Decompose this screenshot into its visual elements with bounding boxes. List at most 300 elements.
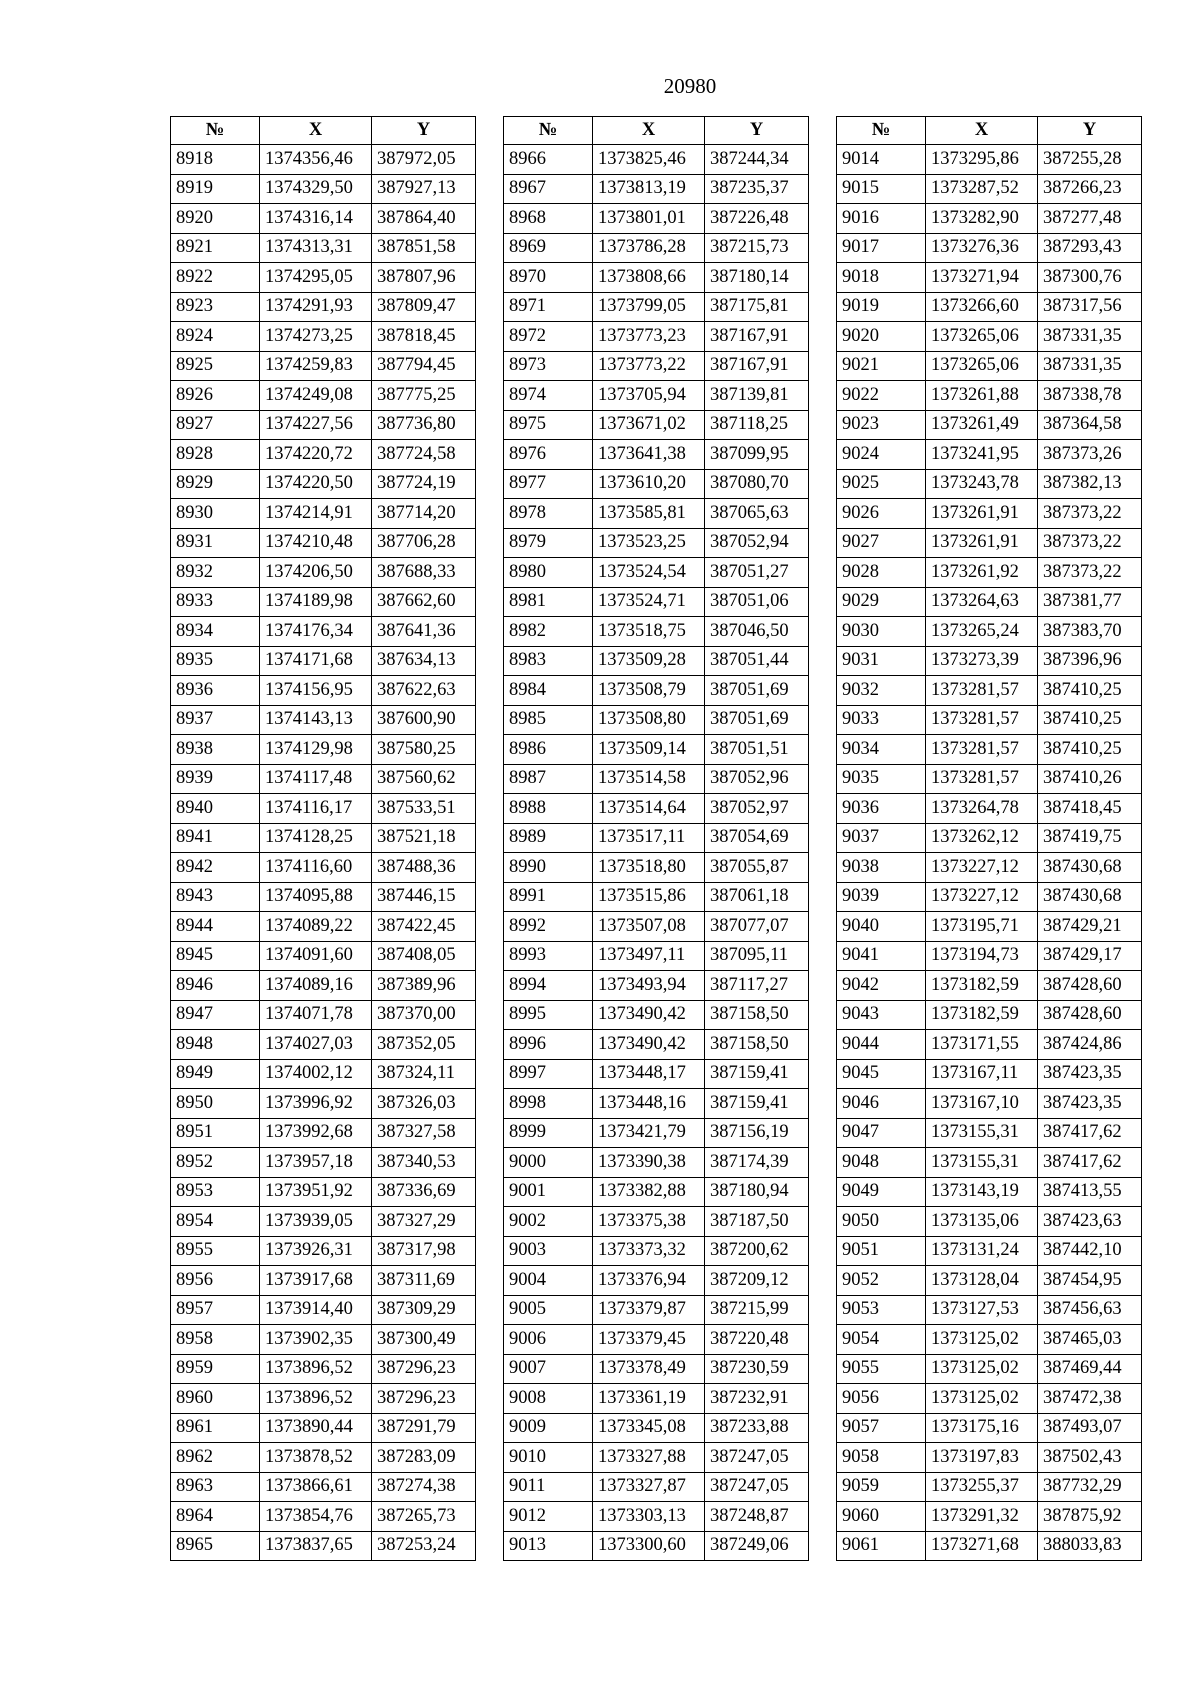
page-number: 20980 [663, 74, 717, 98]
x-coordinate-cell: 1373610,20 [593, 469, 705, 499]
x-coordinate-cell: 1373786,28 [593, 233, 705, 263]
point-number-cell: 8997 [504, 1059, 593, 1089]
y-coordinate-cell: 387283,09 [372, 1443, 476, 1473]
table-row [504, 1000, 809, 1030]
point-number-cell: 8933 [171, 587, 260, 617]
point-number-cell: 8972 [504, 322, 593, 352]
point-number-cell: 9035 [837, 764, 926, 794]
y-coordinate-cell: 387373,26 [1038, 440, 1142, 470]
table-row [837, 1266, 1142, 1296]
x-coordinate-cell: 1373951,92 [260, 1177, 372, 1207]
y-coordinate-cell: 387521,18 [372, 823, 476, 853]
x-coordinate-cell: 1373265,06 [926, 351, 1038, 381]
point-number-cell: 8986 [504, 735, 593, 765]
table-row [504, 764, 809, 794]
point-number-cell: 8966 [504, 145, 593, 175]
point-number-cell: 8974 [504, 381, 593, 411]
point-number-cell: 8965 [171, 1531, 260, 1561]
table-header-row [171, 117, 476, 145]
y-coordinate-cell: 387428,60 [1038, 1000, 1142, 1030]
x-coordinate-cell: 1374143,13 [260, 705, 372, 735]
table-row [171, 853, 476, 883]
point-number-cell: 9050 [837, 1207, 926, 1237]
y-coordinate-cell: 387706,28 [372, 528, 476, 558]
x-coordinate-cell: 1374117,48 [260, 764, 372, 794]
table-row [504, 1089, 809, 1119]
x-coordinate-cell: 1373243,78 [926, 469, 1038, 499]
x-coordinate-cell: 1373287,52 [926, 174, 1038, 204]
x-coordinate-cell: 1374227,56 [260, 410, 372, 440]
point-number-cell: 9019 [837, 292, 926, 322]
table-row [837, 587, 1142, 617]
x-coordinate-cell: 1373227,12 [926, 882, 1038, 912]
y-coordinate-cell: 387410,26 [1038, 764, 1142, 794]
x-coordinate-cell: 1374116,17 [260, 794, 372, 824]
point-number-cell: 8927 [171, 410, 260, 440]
table-row [837, 1354, 1142, 1384]
column-header-y: Y [372, 117, 476, 145]
y-coordinate-cell: 387158,50 [705, 1030, 809, 1060]
y-coordinate-cell: 387413,55 [1038, 1177, 1142, 1207]
point-number-cell: 8921 [171, 233, 260, 263]
table-row [837, 1059, 1142, 1089]
table-row [504, 1443, 809, 1473]
point-number-cell: 9038 [837, 853, 926, 883]
table-row [504, 617, 809, 647]
x-coordinate-cell: 1373493,94 [593, 971, 705, 1001]
table-row [504, 676, 809, 706]
point-number-cell: 9022 [837, 381, 926, 411]
x-coordinate-cell: 1374210,48 [260, 528, 372, 558]
table-row [171, 145, 476, 175]
table-row [837, 292, 1142, 322]
table-row [837, 204, 1142, 234]
point-number-cell: 8925 [171, 351, 260, 381]
table-row [837, 1531, 1142, 1561]
point-number-cell: 9043 [837, 1000, 926, 1030]
x-coordinate-cell: 1374356,46 [260, 145, 372, 175]
table-row [837, 1118, 1142, 1148]
point-number-cell: 8978 [504, 499, 593, 529]
x-coordinate-cell: 1373957,18 [260, 1148, 372, 1178]
table-row [171, 617, 476, 647]
point-number-cell: 8952 [171, 1148, 260, 1178]
table-row [837, 1325, 1142, 1355]
point-number-cell: 8996 [504, 1030, 593, 1060]
table-row [171, 1266, 476, 1296]
x-coordinate-cell: 1374089,16 [260, 971, 372, 1001]
y-coordinate-cell: 387052,94 [705, 528, 809, 558]
point-number-cell: 8991 [504, 882, 593, 912]
x-coordinate-cell: 1373705,94 [593, 381, 705, 411]
table-row [504, 912, 809, 942]
x-coordinate-cell: 1373265,24 [926, 617, 1038, 647]
table-row [504, 794, 809, 824]
table-row [504, 1059, 809, 1089]
table-row [171, 1148, 476, 1178]
x-coordinate-cell: 1374313,31 [260, 233, 372, 263]
x-coordinate-cell: 1373992,68 [260, 1118, 372, 1148]
table-row [171, 882, 476, 912]
x-coordinate-cell: 1373518,80 [593, 853, 705, 883]
x-coordinate-cell: 1373523,25 [593, 528, 705, 558]
point-number-cell: 9054 [837, 1325, 926, 1355]
x-coordinate-cell: 1373264,78 [926, 794, 1038, 824]
table-row [837, 469, 1142, 499]
point-number-cell: 9020 [837, 322, 926, 352]
point-number-cell: 8995 [504, 1000, 593, 1030]
table-row [504, 823, 809, 853]
y-coordinate-cell: 387180,94 [705, 1177, 809, 1207]
x-coordinate-cell: 1373497,11 [593, 941, 705, 971]
y-coordinate-cell: 387469,44 [1038, 1354, 1142, 1384]
table-row [837, 705, 1142, 735]
point-number-cell: 9025 [837, 469, 926, 499]
x-coordinate-cell: 1373261,88 [926, 381, 1038, 411]
point-number-cell: 8946 [171, 971, 260, 1001]
point-number-cell: 8976 [504, 440, 593, 470]
table-row [171, 1295, 476, 1325]
x-coordinate-cell: 1373671,02 [593, 410, 705, 440]
table-row [837, 646, 1142, 676]
x-coordinate-cell: 1373273,39 [926, 646, 1038, 676]
point-number-cell: 9011 [504, 1472, 593, 1502]
column-header-number: № [837, 117, 926, 145]
x-coordinate-cell: 1373854,76 [260, 1502, 372, 1532]
table-row [171, 1413, 476, 1443]
y-coordinate-cell: 387296,23 [372, 1354, 476, 1384]
point-number-cell: 8979 [504, 528, 593, 558]
coordinate-table [836, 116, 1142, 1561]
x-coordinate-cell: 1373902,35 [260, 1325, 372, 1355]
y-coordinate-cell: 387688,33 [372, 558, 476, 588]
x-coordinate-cell: 1374316,14 [260, 204, 372, 234]
point-number-cell: 9047 [837, 1118, 926, 1148]
table-row [504, 1354, 809, 1384]
table-row [837, 558, 1142, 588]
x-coordinate-cell: 1373939,05 [260, 1207, 372, 1237]
y-coordinate-cell: 387253,24 [372, 1531, 476, 1561]
y-coordinate-cell: 387972,05 [372, 145, 476, 175]
table-row [504, 145, 809, 175]
x-coordinate-cell: 1373265,06 [926, 322, 1038, 352]
point-number-cell: 9034 [837, 735, 926, 765]
x-coordinate-cell: 1373914,40 [260, 1295, 372, 1325]
point-number-cell: 8938 [171, 735, 260, 765]
point-number-cell: 8944 [171, 912, 260, 942]
y-coordinate-cell: 387465,03 [1038, 1325, 1142, 1355]
table-row [837, 1177, 1142, 1207]
x-coordinate-cell: 1373373,32 [593, 1236, 705, 1266]
point-number-cell: 8931 [171, 528, 260, 558]
y-coordinate-cell: 387331,35 [1038, 351, 1142, 381]
table-row [837, 263, 1142, 293]
x-coordinate-cell: 1373241,95 [926, 440, 1038, 470]
x-coordinate-cell: 1373448,17 [593, 1059, 705, 1089]
x-coordinate-cell: 1373524,71 [593, 587, 705, 617]
y-coordinate-cell: 387381,77 [1038, 587, 1142, 617]
x-coordinate-cell: 1373282,90 [926, 204, 1038, 234]
point-number-cell: 8934 [171, 617, 260, 647]
table-row [171, 764, 476, 794]
table-row [171, 1443, 476, 1473]
x-coordinate-cell: 1374171,68 [260, 646, 372, 676]
table-row [837, 410, 1142, 440]
table-row [504, 1030, 809, 1060]
table-row [171, 646, 476, 676]
table-row [837, 853, 1142, 883]
point-number-cell: 8945 [171, 941, 260, 971]
table-row [837, 1502, 1142, 1532]
column-header-x: X [926, 117, 1038, 145]
x-coordinate-cell: 1373585,81 [593, 499, 705, 529]
table-row [171, 1059, 476, 1089]
table-row [837, 823, 1142, 853]
table-row [837, 912, 1142, 942]
y-coordinate-cell: 387054,69 [705, 823, 809, 853]
table-row [171, 263, 476, 293]
x-coordinate-cell: 1373926,31 [260, 1236, 372, 1266]
y-coordinate-cell: 387424,86 [1038, 1030, 1142, 1060]
y-coordinate-cell: 387352,05 [372, 1030, 476, 1060]
point-number-cell: 9002 [504, 1207, 593, 1237]
y-coordinate-cell: 387274,38 [372, 1472, 476, 1502]
x-coordinate-cell: 1373896,52 [260, 1384, 372, 1414]
table-row [504, 1148, 809, 1178]
table-row [171, 440, 476, 470]
y-coordinate-cell: 387065,63 [705, 499, 809, 529]
table-row [837, 735, 1142, 765]
point-number-cell: 8943 [171, 882, 260, 912]
x-coordinate-cell: 1373837,65 [260, 1531, 372, 1561]
x-coordinate-cell: 1373261,91 [926, 499, 1038, 529]
x-coordinate-cell: 1373167,10 [926, 1089, 1038, 1119]
y-coordinate-cell: 387419,75 [1038, 823, 1142, 853]
x-coordinate-cell: 1373514,64 [593, 794, 705, 824]
table-row [504, 1266, 809, 1296]
x-coordinate-cell: 1373799,05 [593, 292, 705, 322]
point-number-cell: 9015 [837, 174, 926, 204]
x-coordinate-cell: 1373155,31 [926, 1148, 1038, 1178]
point-number-cell: 8940 [171, 794, 260, 824]
point-number-cell: 8959 [171, 1354, 260, 1384]
table-row [171, 735, 476, 765]
x-coordinate-cell: 1373379,87 [593, 1295, 705, 1325]
x-coordinate-cell: 1373264,63 [926, 587, 1038, 617]
y-coordinate-cell: 387080,70 [705, 469, 809, 499]
table-row [171, 1207, 476, 1237]
table-row [171, 794, 476, 824]
x-coordinate-cell: 1373825,46 [593, 145, 705, 175]
y-coordinate-cell: 387291,79 [372, 1413, 476, 1443]
point-number-cell: 9041 [837, 941, 926, 971]
x-coordinate-cell: 1373303,13 [593, 1502, 705, 1532]
table-row [837, 1472, 1142, 1502]
point-number-cell: 9006 [504, 1325, 593, 1355]
y-coordinate-cell: 387051,44 [705, 646, 809, 676]
point-number-cell: 8948 [171, 1030, 260, 1060]
y-coordinate-cell: 387775,25 [372, 381, 476, 411]
table-row [171, 174, 476, 204]
table-row [837, 440, 1142, 470]
table-row [171, 322, 476, 352]
x-coordinate-cell: 1373255,37 [926, 1472, 1038, 1502]
table-row [504, 882, 809, 912]
y-coordinate-cell: 387051,51 [705, 735, 809, 765]
y-coordinate-cell: 387410,25 [1038, 735, 1142, 765]
table-row [837, 882, 1142, 912]
y-coordinate-cell: 387422,45 [372, 912, 476, 942]
y-coordinate-cell: 387370,00 [372, 1000, 476, 1030]
x-coordinate-cell: 1373261,92 [926, 558, 1038, 588]
point-number-cell: 8951 [171, 1118, 260, 1148]
x-coordinate-cell: 1374220,50 [260, 469, 372, 499]
x-coordinate-cell: 1373327,87 [593, 1472, 705, 1502]
point-number-cell: 8962 [171, 1443, 260, 1473]
point-number-cell: 9060 [837, 1502, 926, 1532]
column-header-x: X [593, 117, 705, 145]
x-coordinate-cell: 1373125,02 [926, 1384, 1038, 1414]
x-coordinate-cell: 1374089,22 [260, 912, 372, 942]
y-coordinate-cell: 387336,69 [372, 1177, 476, 1207]
point-number-cell: 8973 [504, 351, 593, 381]
y-coordinate-cell: 387077,07 [705, 912, 809, 942]
x-coordinate-cell: 1374002,12 [260, 1059, 372, 1089]
y-coordinate-cell: 387247,05 [705, 1443, 809, 1473]
x-coordinate-cell: 1373773,23 [593, 322, 705, 352]
y-coordinate-cell: 387417,62 [1038, 1148, 1142, 1178]
point-number-cell: 8983 [504, 646, 593, 676]
y-coordinate-cell: 387456,63 [1038, 1295, 1142, 1325]
point-number-cell: 9049 [837, 1177, 926, 1207]
table-row [837, 174, 1142, 204]
point-number-cell: 9024 [837, 440, 926, 470]
point-number-cell: 8928 [171, 440, 260, 470]
table-row [837, 499, 1142, 529]
table-row [171, 292, 476, 322]
y-coordinate-cell: 387794,45 [372, 351, 476, 381]
point-number-cell: 8932 [171, 558, 260, 588]
x-coordinate-cell: 1373490,42 [593, 1000, 705, 1030]
point-number-cell: 8994 [504, 971, 593, 1001]
table-row [504, 381, 809, 411]
y-coordinate-cell: 387338,78 [1038, 381, 1142, 411]
x-coordinate-cell: 1373808,66 [593, 263, 705, 293]
table-row [171, 1384, 476, 1414]
table-row [504, 587, 809, 617]
point-number-cell: 8989 [504, 823, 593, 853]
y-coordinate-cell: 387418,45 [1038, 794, 1142, 824]
x-coordinate-cell: 1373281,57 [926, 764, 1038, 794]
table-row [504, 528, 809, 558]
y-coordinate-cell: 387311,69 [372, 1266, 476, 1296]
y-coordinate-cell: 387180,14 [705, 263, 809, 293]
x-coordinate-cell: 1374329,50 [260, 174, 372, 204]
table-header-row [837, 117, 1142, 145]
table-row [837, 145, 1142, 175]
x-coordinate-cell: 1374295,05 [260, 263, 372, 293]
point-number-cell: 8939 [171, 764, 260, 794]
x-coordinate-cell: 1373155,31 [926, 1118, 1038, 1148]
y-coordinate-cell: 387373,22 [1038, 528, 1142, 558]
x-coordinate-cell: 1374206,50 [260, 558, 372, 588]
table-header-row [504, 117, 809, 145]
table-row [504, 1325, 809, 1355]
y-coordinate-cell: 387230,59 [705, 1354, 809, 1384]
point-number-cell: 8981 [504, 587, 593, 617]
point-number-cell: 8936 [171, 676, 260, 706]
y-coordinate-cell: 387255,28 [1038, 145, 1142, 175]
x-coordinate-cell: 1374189,98 [260, 587, 372, 617]
table-row [504, 1531, 809, 1561]
x-coordinate-cell: 1373515,86 [593, 882, 705, 912]
y-coordinate-cell: 387248,87 [705, 1502, 809, 1532]
table-row [837, 941, 1142, 971]
y-coordinate-cell: 387864,40 [372, 204, 476, 234]
table-row [837, 1148, 1142, 1178]
y-coordinate-cell: 387232,91 [705, 1384, 809, 1414]
x-coordinate-cell: 1373890,44 [260, 1413, 372, 1443]
x-coordinate-cell: 1373641,38 [593, 440, 705, 470]
y-coordinate-cell: 387736,80 [372, 410, 476, 440]
point-number-cell: 9018 [837, 263, 926, 293]
table-row [171, 823, 476, 853]
table-row [504, 1118, 809, 1148]
x-coordinate-cell: 1373421,79 [593, 1118, 705, 1148]
point-number-cell: 9042 [837, 971, 926, 1001]
point-number-cell: 9045 [837, 1059, 926, 1089]
point-number-cell: 9016 [837, 204, 926, 234]
table-row [504, 204, 809, 234]
y-coordinate-cell: 387560,62 [372, 764, 476, 794]
table-row [504, 1177, 809, 1207]
table-row [171, 528, 476, 558]
y-coordinate-cell: 387641,36 [372, 617, 476, 647]
point-number-cell: 9051 [837, 1236, 926, 1266]
table-row [171, 499, 476, 529]
y-coordinate-cell: 387423,63 [1038, 1207, 1142, 1237]
y-coordinate-cell: 388033,83 [1038, 1531, 1142, 1561]
x-coordinate-cell: 1374027,03 [260, 1030, 372, 1060]
table-row [837, 794, 1142, 824]
x-coordinate-cell: 1373517,11 [593, 823, 705, 853]
x-coordinate-cell: 1373345,08 [593, 1413, 705, 1443]
point-number-cell: 9033 [837, 705, 926, 735]
table-row [171, 1000, 476, 1030]
point-number-cell: 9012 [504, 1502, 593, 1532]
table-row [504, 1207, 809, 1237]
y-coordinate-cell: 387389,96 [372, 971, 476, 1001]
table-row [504, 351, 809, 381]
y-coordinate-cell: 387317,56 [1038, 292, 1142, 322]
table-row [504, 1236, 809, 1266]
x-coordinate-cell: 1373171,55 [926, 1030, 1038, 1060]
y-coordinate-cell: 387266,23 [1038, 174, 1142, 204]
y-coordinate-cell: 387383,70 [1038, 617, 1142, 647]
x-coordinate-cell: 1373281,57 [926, 676, 1038, 706]
x-coordinate-cell: 1374176,34 [260, 617, 372, 647]
y-coordinate-cell: 387174,39 [705, 1148, 809, 1178]
y-coordinate-cell: 387472,38 [1038, 1384, 1142, 1414]
y-coordinate-cell: 387167,91 [705, 322, 809, 352]
x-coordinate-cell: 1373375,38 [593, 1207, 705, 1237]
x-coordinate-cell: 1373261,91 [926, 528, 1038, 558]
y-coordinate-cell: 387055,87 [705, 853, 809, 883]
x-coordinate-cell: 1374259,83 [260, 351, 372, 381]
table-row [171, 558, 476, 588]
table-row [837, 1443, 1142, 1473]
y-coordinate-cell: 387220,48 [705, 1325, 809, 1355]
